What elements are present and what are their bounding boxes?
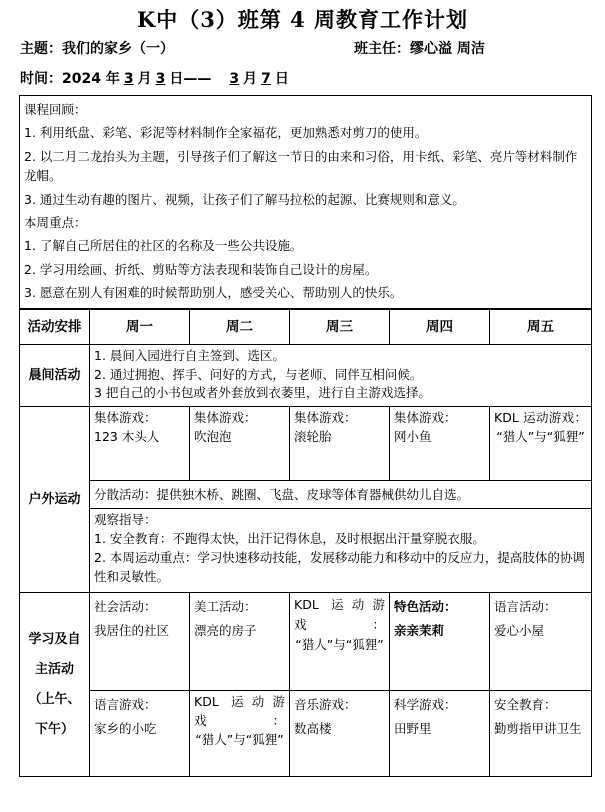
header-fri: 周五	[490, 309, 592, 345]
study-label-line: （上午、	[28, 691, 81, 707]
page-title: K中（3）班第 4 周教育工作计划	[136, 7, 469, 32]
cell-body: 家乡的小吃	[94, 721, 157, 737]
cell-title: 音乐游戏：	[294, 697, 357, 713]
cell-title: 特色活动：	[394, 599, 457, 615]
day-dash: 日——	[169, 71, 212, 87]
cell-body: “猎人”与“狐狸”	[295, 637, 384, 653]
focus-item: 1. 了解自己所居住的社区的名称及一些公共设施。	[24, 238, 303, 254]
theme-label: 主题：我们的家乡（一）	[20, 41, 174, 57]
observation-guide	[90, 509, 592, 593]
cell-body: 爱心小屋	[494, 623, 545, 639]
header-thu: 周四	[390, 309, 490, 345]
cell-title: 语言游戏：	[94, 697, 157, 713]
cell-body: 我居住的社区	[94, 623, 170, 639]
study-label-line: 下午）	[34, 721, 74, 737]
start-day: 3	[155, 71, 166, 87]
focus-heading: 本周重点：	[24, 214, 87, 230]
header-mon: 周一	[90, 309, 190, 345]
time-prefix: 时间：2024 年	[20, 71, 120, 87]
cell-title: 集体游戏：	[94, 410, 157, 426]
study-label-line: 主活动	[34, 661, 74, 677]
cell-body: “猎人”与“狐狸”	[195, 731, 284, 747]
cell-title: 集体游戏：	[294, 410, 357, 426]
cell-body: 亲亲茉莉	[394, 623, 445, 639]
cell-body: 滚轮胎	[294, 429, 332, 445]
review-section	[20, 96, 592, 310]
cell-title: KDL 运动游戏：	[194, 694, 285, 729]
cell-body: “猎人”与“狐狸”	[496, 429, 585, 445]
month-char: 月	[243, 71, 258, 87]
study-mon-1	[90, 593, 190, 691]
study-tue-2	[190, 691, 290, 777]
guide-item: 1. 安全教育：不跑得太快，出汗记得休息，及时根据出汗量穿脱衣服。	[94, 531, 485, 547]
plan-table	[19, 95, 592, 777]
study-thu-1	[390, 593, 490, 691]
morning-content	[90, 345, 592, 407]
study-fri-1	[490, 593, 592, 691]
cell-body: 数高楼	[294, 721, 332, 737]
cell-body: 网小鱼	[394, 429, 432, 445]
study-label	[20, 593, 90, 777]
cell-body: 勤剪指甲讲卫生	[494, 721, 582, 737]
study-label-line: 学习及自	[28, 632, 81, 648]
cell-body: 漂亮的房子	[194, 623, 257, 639]
guide-title: 观察指导：	[94, 512, 157, 528]
review-item: 3. 通过生动有趣的图片、视频，让孩子们了解马拉松的起源、比赛规则和意义。	[24, 191, 465, 207]
start-month: 3	[123, 71, 134, 87]
study-wed-2	[290, 691, 390, 777]
end-month: 3	[229, 71, 240, 87]
end-day: 7	[261, 71, 271, 87]
cell-title: 美工活动：	[194, 599, 257, 615]
cell-title: 科学游戏：	[394, 697, 457, 713]
cell-body: 田野里	[394, 721, 432, 737]
focus-item: 3. 愿意在别人有困难的时候帮助别人，感受关心、帮助别人的快乐。	[24, 285, 403, 300]
study-fri-2	[490, 691, 592, 777]
study-mon-2	[90, 691, 190, 777]
time-line	[20, 68, 289, 88]
study-tue-1	[190, 593, 290, 691]
focus-item: 2. 学习用绘画、折纸、剪贴等方法表现和装饰自己设计的房屋。	[24, 261, 378, 277]
morning-line: 3 把自己的小书包或者外套放到衣萎里，进行自主游戏选择。	[94, 384, 431, 400]
cell-title: 集体游戏：	[194, 410, 257, 426]
morning-line: 2. 通过拥抱、挥手、问好的方式，与老师、同伴互相问候。	[94, 366, 423, 382]
cell-body: 123 木头人	[94, 429, 160, 445]
teacher-label: 班主任：缪心溢 周洁	[354, 41, 485, 57]
review-heading: 课程回顾：	[24, 102, 87, 117]
cell-title: 安全教育：	[494, 697, 557, 713]
outdoor-thu	[390, 407, 490, 481]
cell-body: 吹泡泡	[194, 429, 232, 445]
review-item: 2. 以二月二龙抬头为主题，引导孩子们了解这一节日的由来和习俗，用卡纸、彩笔、亮片等材料制作龙帽。	[24, 148, 578, 184]
outdoor-fri	[490, 407, 592, 481]
study-wed-1	[290, 593, 390, 691]
outdoor-label: 户外运动	[20, 407, 90, 593]
review-item: 1. 利用纸盘、彩笔、彩泥等材料制作全家福花，更加熟悉对剪刀的使用。	[24, 125, 428, 141]
cell-title: KDL 运动游戏：	[494, 410, 587, 426]
header-activity: 活动安排	[20, 309, 90, 345]
cell-title: 社会活动：	[94, 599, 157, 615]
outdoor-tue	[190, 407, 290, 481]
header-wed: 周三	[290, 309, 390, 345]
scatter-activity: 分散活动：提供独木桥、跳圈、飞盘、皮球等体育器械供幼儿自选。	[90, 481, 592, 509]
study-thu-2	[390, 691, 490, 777]
cell-title: KDL 运动游戏：	[294, 597, 385, 633]
month-char: 月	[137, 71, 152, 87]
cell-title: 集体游戏：	[394, 410, 457, 426]
morning-line: 1. 晨间入园进行自主签到、选区。	[94, 348, 285, 364]
morning-label: 晨间活动	[20, 345, 90, 407]
day-char: 日	[274, 71, 289, 87]
cell-title: 语言活动：	[494, 599, 557, 615]
guide-item: 2. 本周运动重点：学习快速移动技能，发展移动能力和移动中的反应力，提高肢体的协调性和灵敏性。	[94, 549, 585, 584]
outdoor-wed	[290, 407, 390, 481]
outdoor-mon	[90, 407, 190, 481]
header-tue: 周二	[190, 309, 290, 345]
